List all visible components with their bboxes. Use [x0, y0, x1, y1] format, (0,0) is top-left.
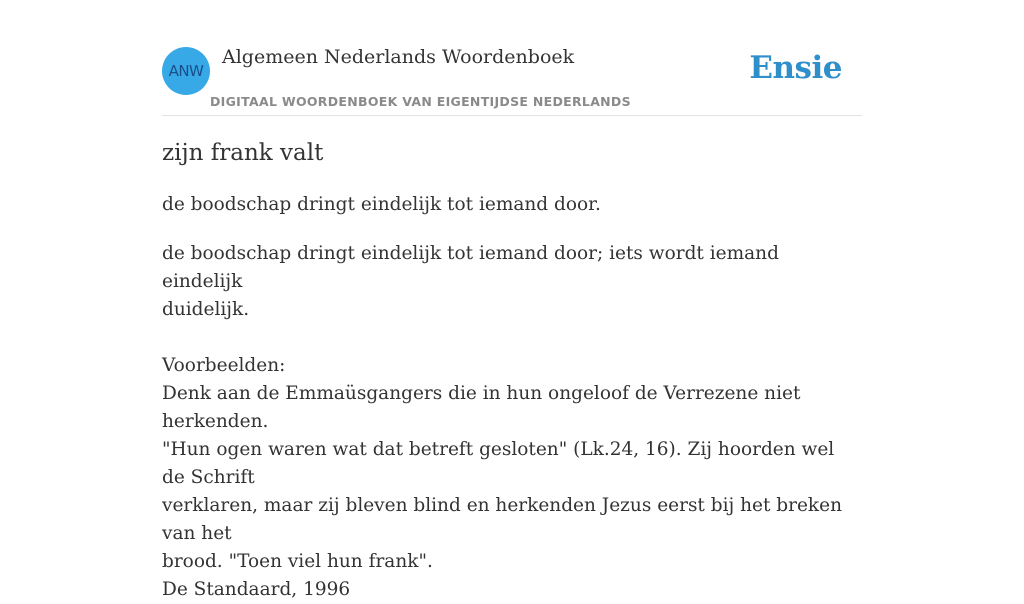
long-definition	[162, 240, 862, 604]
definition-line: de boodschap dringt eindelijk tot iemand door; iets wordt iemand eindelijk	[162, 243, 779, 292]
spacer	[162, 324, 862, 352]
site-subtitle: DIGITAAL WOORDENBOEK VAN EIGENTIJDSE NEDERLANDS	[210, 94, 631, 109]
example-line: Denk aan de Emmaüsgangers die in hun ongeloof de Verrezene niet herkenden.	[162, 383, 801, 432]
logo-text: ANW	[168, 62, 204, 80]
anw-logo[interactable]	[162, 47, 210, 95]
entry-term: zijn frank valt	[162, 140, 324, 166]
definition-line: duidelijk.	[162, 299, 250, 320]
examples-label: Voorbeelden:	[162, 355, 286, 376]
short-definition: de boodschap dringt eindelijk tot iemand door.	[162, 194, 601, 215]
page-container	[162, 0, 862, 600]
ensie-brand-link[interactable]: Ensie	[749, 50, 842, 86]
example-line: brood. "Toen viel hun frank".	[162, 551, 433, 572]
example-source: De Standaard, 1996	[162, 579, 351, 600]
site-header	[162, 0, 862, 116]
example-line: "Hun ogen waren wat dat betreft gesloten" (Lk.24, 16). Zij hoorden wel de Schrift	[162, 439, 835, 488]
site-title[interactable]: Algemeen Nederlands Woordenboek	[222, 46, 575, 68]
example-line: verklaren, maar zij bleven blind en herkenden Jezus eerst bij het breken van het	[162, 495, 843, 544]
